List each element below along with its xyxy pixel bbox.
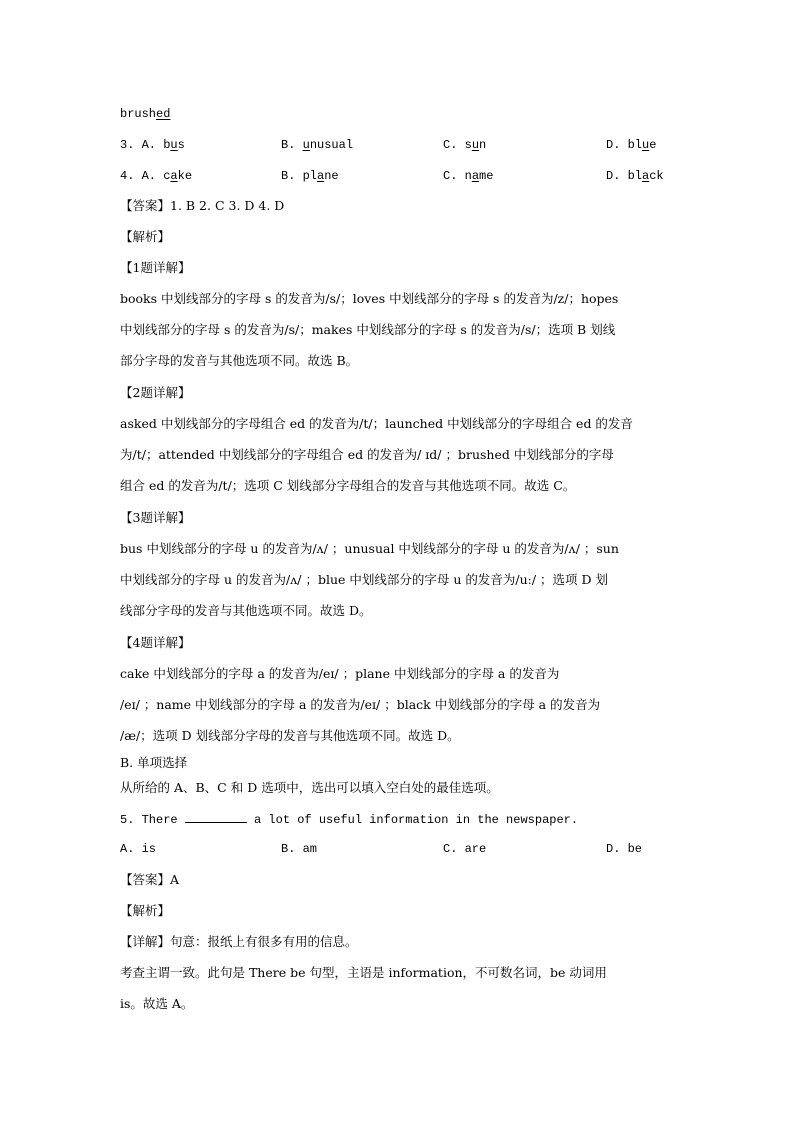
q5-option-c: C. are (443, 842, 487, 856)
detail-4-line: /eɪ/ ；name 中划线部分的字母 a 的发音为/eɪ/ ；black 中划线部分的字母 a 的发音为 (120, 697, 601, 712)
detail-4-heading: 【4题详解】 (120, 635, 191, 650)
detail-1-line: 中划线部分的字母 s 的发音为/s/；makes 中划线部分的字母 s 的发音为/s/；选项 B 划线 (120, 322, 616, 337)
q5-option-d: D. be (606, 842, 643, 856)
answer-blank (185, 811, 247, 823)
q4-option-b: B. plane (281, 169, 339, 183)
question-5-stem: 5. There a lot of useful information in the newspaper. (120, 813, 579, 827)
answer-5: 【答案】A (120, 872, 180, 887)
section-b-title: B. 单项选择 (120, 755, 188, 770)
q4-option-c: C. name (443, 169, 494, 183)
detail-3-line: 线部分字母的发音与其他选项不同。故选 D。 (120, 603, 372, 618)
section-b-instructions: 从所给的 A、B、C 和 D 选项中，选出可以填入空白处的最佳选项。 (120, 780, 499, 795)
q3-option-d: D. blue (606, 138, 657, 152)
detail-4-line: cake 中划线部分的字母 a 的发音为/eɪ/ ；plane 中划线部分的字母 a 的发音为 (120, 666, 560, 681)
q3-option-c: C. sun (443, 138, 487, 152)
detail-3-line: 中划线部分的字母 u 的发音为/ʌ/ ；blue 中划线部分的字母 u 的发音为/uː/ ；选项 D 划 (120, 572, 609, 587)
detail-4-line: /æ/；选项 D 划线部分字母的发音与其他选项不同。故选 D。 (120, 728, 460, 743)
detail-1-heading: 【1题详解】 (120, 260, 191, 275)
detail-3-line: bus 中划线部分的字母 u 的发音为/ʌ/ ；unusual 中划线部分的字母 u 的发音为/ʌ/ ；sun (120, 541, 619, 556)
detail-1-line: 部分字母的发音与其他选项不同。故选 B。 (120, 353, 359, 368)
q4-option-d: D. black (606, 169, 664, 183)
q4-option-a: 4. A. cake (120, 169, 193, 183)
analysis-heading: 【解析】 (120, 229, 171, 244)
detail-5-line: 考查主谓一致。此句是 There be 句型，主语是 information，不可数名词，be 动词用 (120, 965, 607, 980)
detail-1-line: books 中划线部分的字母 s 的发音为/s/；loves 中划线部分的字母 s 的发音为/z/；hopes (120, 291, 619, 306)
underlined-letters: ed (156, 107, 171, 121)
detail-2-line: asked 中划线部分的字母组合 ed 的发音为/t/；launched 中划线部分的字母组合 ed 的发音 (120, 416, 633, 431)
detail-2-heading: 【2题详解】 (120, 385, 191, 400)
detail-2-line: 为/t/；attended 中划线部分的字母组合 ed 的发音为/ ɪd/ ；brushed 中划线部分的字母 (120, 447, 614, 462)
q3-option-a: 3. A. bus (120, 138, 185, 152)
q2-option-tail: brushed (120, 107, 171, 121)
detail-5-line: is。故选 A。 (120, 996, 194, 1011)
detail-5-line: 【详解】句意：报纸上有很多有用的信息。 (120, 934, 358, 949)
q5-option-b: B. am (281, 842, 318, 856)
detail-3-heading: 【3题详解】 (120, 510, 191, 525)
q3-option-b: B. unusual (281, 138, 354, 152)
analysis-5-heading: 【解析】 (120, 903, 171, 918)
answer-1-4: 【答案】1. B 2. C 3. D 4. D (120, 198, 285, 213)
q5-option-a: A. is (120, 842, 157, 856)
detail-2-line: 组合 ed 的发音为/t/；选项 C 划线部分字母组合的发音与其他选项不同。故选 C。 (120, 478, 576, 493)
